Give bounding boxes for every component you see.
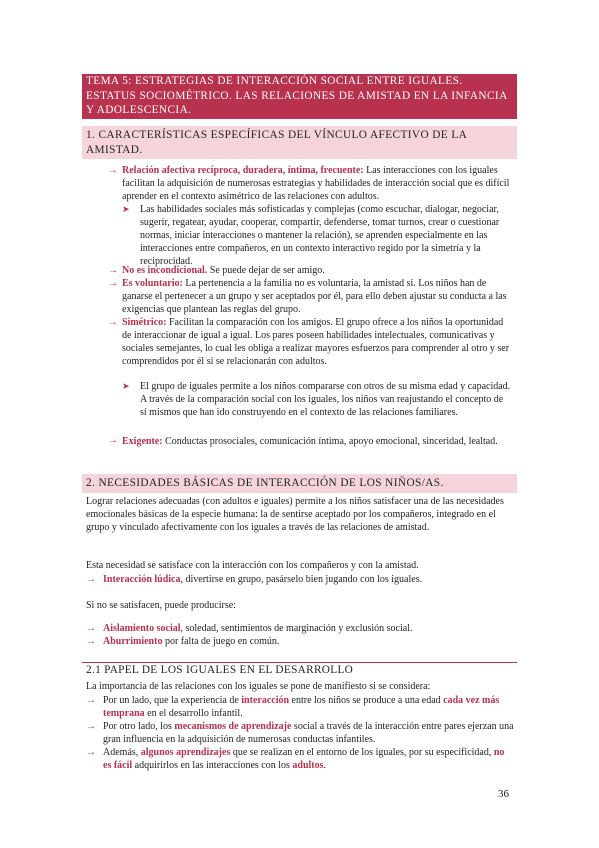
arrow-icon: → [86,574,96,585]
arrow-icon: → [86,695,96,706]
s21-intro: La importancia de las relaciones con los iguales se pone de manifiesto si se considera: [86,681,431,692]
s2-item-1: Interacción lúdica, divertirse en grupo, pasárselo bien jugando con los iguales. [103,574,423,585]
arrow-icon: → [86,747,96,758]
chapter-title: TEMA 5: ESTRATEGIAS DE INTERACCIÓN SOCIAL ENTRE IGUALES. ESTATUS SOCIOMÉTRICO. LAS RELACIONES DE AMISTAD EN LA INFANCIA Y ADOLESCENCIA. [82,74,517,119]
section-1-heading: 1. CARACTERÍSTICAS ESPECÍFICAS DEL VÍNCULO AFECTIVO DE LA AMISTAD. [82,126,517,159]
section-2-heading: 2. NECESIDADES BÁSICAS DE INTERACCIÓN DE LOS NIÑOS/AS. [82,474,517,493]
arrow-icon: → [86,636,96,647]
arrow-icon: → [86,623,96,634]
s1-item-2: No es incondicional. Se puede dejar de ser amigo. [122,265,325,276]
s2-paragraph-3: Si no se satisfacen, puede producirse: [86,600,236,611]
s1-item-4-sub: El grupo de iguales permite a los niños compararse con otros de su misma edad y capacidad. A través de la comparación social con los iguales, los niños van reajustando el concepto de sí mismos que han ido construyendo en el contexto de las relaciones familiares. [140,381,511,418]
s2-item-3: Aburrimiento por falta de juego en común. [103,636,280,647]
section-2-1-heading: 2.1 PAPEL DE LOS IGUALES EN EL DESARROLLO [82,662,517,677]
arrow-icon: → [108,435,118,446]
s1-item-5: Exigente: Conductas prosociales, comunicación íntima, apoyo emocional, sinceridad, lealtad. [122,436,498,447]
s21-bullet-1: Por un lado, que la experiencia de interacción entre los niños se produce a una edad cada vez más temprana en el desarrollo infantil. [103,695,500,719]
s21-bullet-3: Además, algunos aprendizajes que se realizan en el entorno de los iguales, por su especificidad, no es fácil adquirirlos en las interacciones con los adultos. [103,747,505,771]
arrow-icon: → [86,721,96,732]
s1-item-4: Simétrico: Facilitan la comparación con los amigos. El grupo ofrece a los niños la oportunidad de interaccionar de igual a igual. Los pares poseen habilidades intelectuales, comunicativas y sociales semejantes, lo cual les obliga a realizar mayores esfuerzos para comprender al otro y ser comprendidos por él si se relacionarán con adultos. [122,317,510,367]
s2-paragraph-2: Esta necesidad se satisface con la interacción con los compañeros y con la amistad. [86,560,419,571]
s1-item-1-sub: Las habilidades sociales más sofisticadas y complejas (como escuchar, dialogar, negociar, sugerir, regatear, ayudar, cooperar, compartir, defenderse, tomar turnos, crear o cuestionar normas, iniciar interacciones o mantener la relación), se aprenden especialmente en las interacciones entre compañeros, en un contexto interactivo regido por la simetría y la reciprocidad. [140,204,500,267]
page-number: 36 [498,788,509,800]
chevron-icon: ➤ [122,381,130,391]
s2-item-2: Aislamiento social, soledad, sentimientos de marginación y exclusión social. [103,623,413,634]
chevron-icon: ➤ [122,204,130,214]
s1-item-3: Es voluntario: La pertenencia a la familia no es voluntaria, la amistad sí. Los niños han de ganarse el pertenecer a un grupo y ser aceptados por él, para ello deben ajustar su conducta a las exigencias que plantean las reglas del grupo. [122,278,507,315]
arrow-icon: → [108,165,118,176]
s2-paragraph-1: Lograr relaciones adecuadas (con adultos e iguales) permite a los niños satisfacer una de las necesidades emocionales básicas de la especie humana: la de sentirse aceptado por los compañeros, integrado en el grupo y vinculado afectivamente con los iguales a través de las relaciones de amistad. [86,496,504,533]
arrow-icon: → [108,317,118,328]
arrow-icon: → [108,278,118,289]
s1-item-1: Relación afectiva recíproca, duradera, íntima, frecuente: Las interacciones con los iguales facilitan la adquisición de numerosas estrategias y habilidades de interacción social que es difícil aprender en el contexto asimétrico de las relaciones con adultos. [122,165,510,202]
arrow-icon: → [108,265,118,276]
s21-bullet-2: Por otro lado, los mecanismos de aprendizaje social a través de la interacción entre pares ejerzan una gran influencia en la adquisición de numerosas conductas infantiles. [103,721,514,745]
